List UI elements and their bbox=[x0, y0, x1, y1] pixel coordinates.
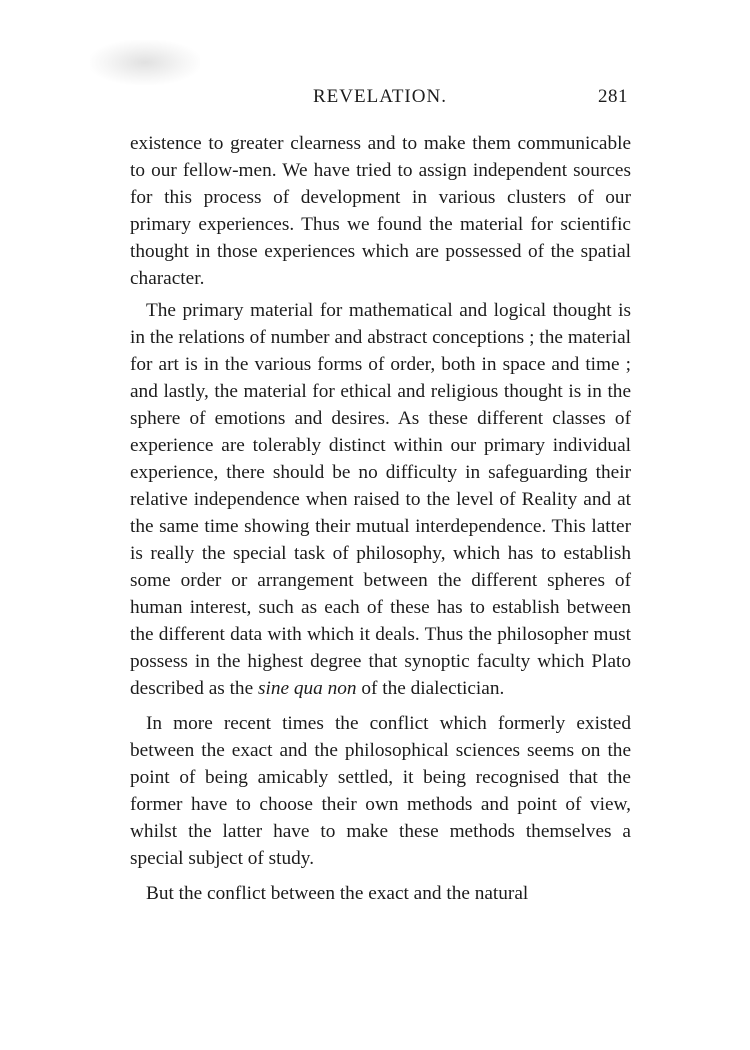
paragraph-3-text: In more recent times the conflict which formerly existed between the exact and the philosophical sciences seems on the point of being amicably settled, it being recognised that the former have to choose their own methods and point of view, whilst the latter have to make these methods themselves a special subject of study. bbox=[130, 713, 631, 869]
paragraph-3 bbox=[130, 710, 631, 872]
running-title: REVELATION. bbox=[313, 86, 447, 107]
paragraph-2-italic: sine qua non bbox=[257, 678, 357, 699]
paragraph-2-text: The primary material for mathematical and logical thought is in the relations of number and abstract conceptions ; the material for art is in the various forms of order, both in space and time ; and lastly, the material for ethical and religious thought is in the sphere of emotions and desires. As these different classes of experience are tolerably distinct within our primary individual experience, there should be no difficulty in safeguarding their relative independence when raised to the level of Reality and at the same time showing their mutual interdependence. This latter is really the special task of philosophy, which has to establish some order or arrangement between the different spheres of human interest, such as each of these has to establish between the different data with which it deals. Thus the philosopher must possess in the highest degree that synoptic faculty which Plato described as the bbox=[130, 300, 631, 699]
paragraph-4 bbox=[130, 880, 631, 907]
paragraph-2-text-after: of the dialectician. bbox=[361, 678, 505, 699]
running-head bbox=[130, 86, 630, 116]
paper-smudge bbox=[90, 40, 200, 85]
paragraph-4-text: But the conflict between the exact and the natural bbox=[146, 883, 529, 904]
paragraph-1 bbox=[130, 130, 631, 292]
page-number: 281 bbox=[598, 86, 628, 107]
body-text bbox=[130, 130, 631, 912]
paragraph-2 bbox=[130, 297, 631, 702]
paragraph-1-text: existence to greater clearness and to make them communicable to our fellow-men. We have tried to assign independent sources for this process of development in various clusters of our primary experiences. Thus we found the material for scientific thought in those experiences which are possessed of the spatial character. bbox=[130, 133, 631, 289]
